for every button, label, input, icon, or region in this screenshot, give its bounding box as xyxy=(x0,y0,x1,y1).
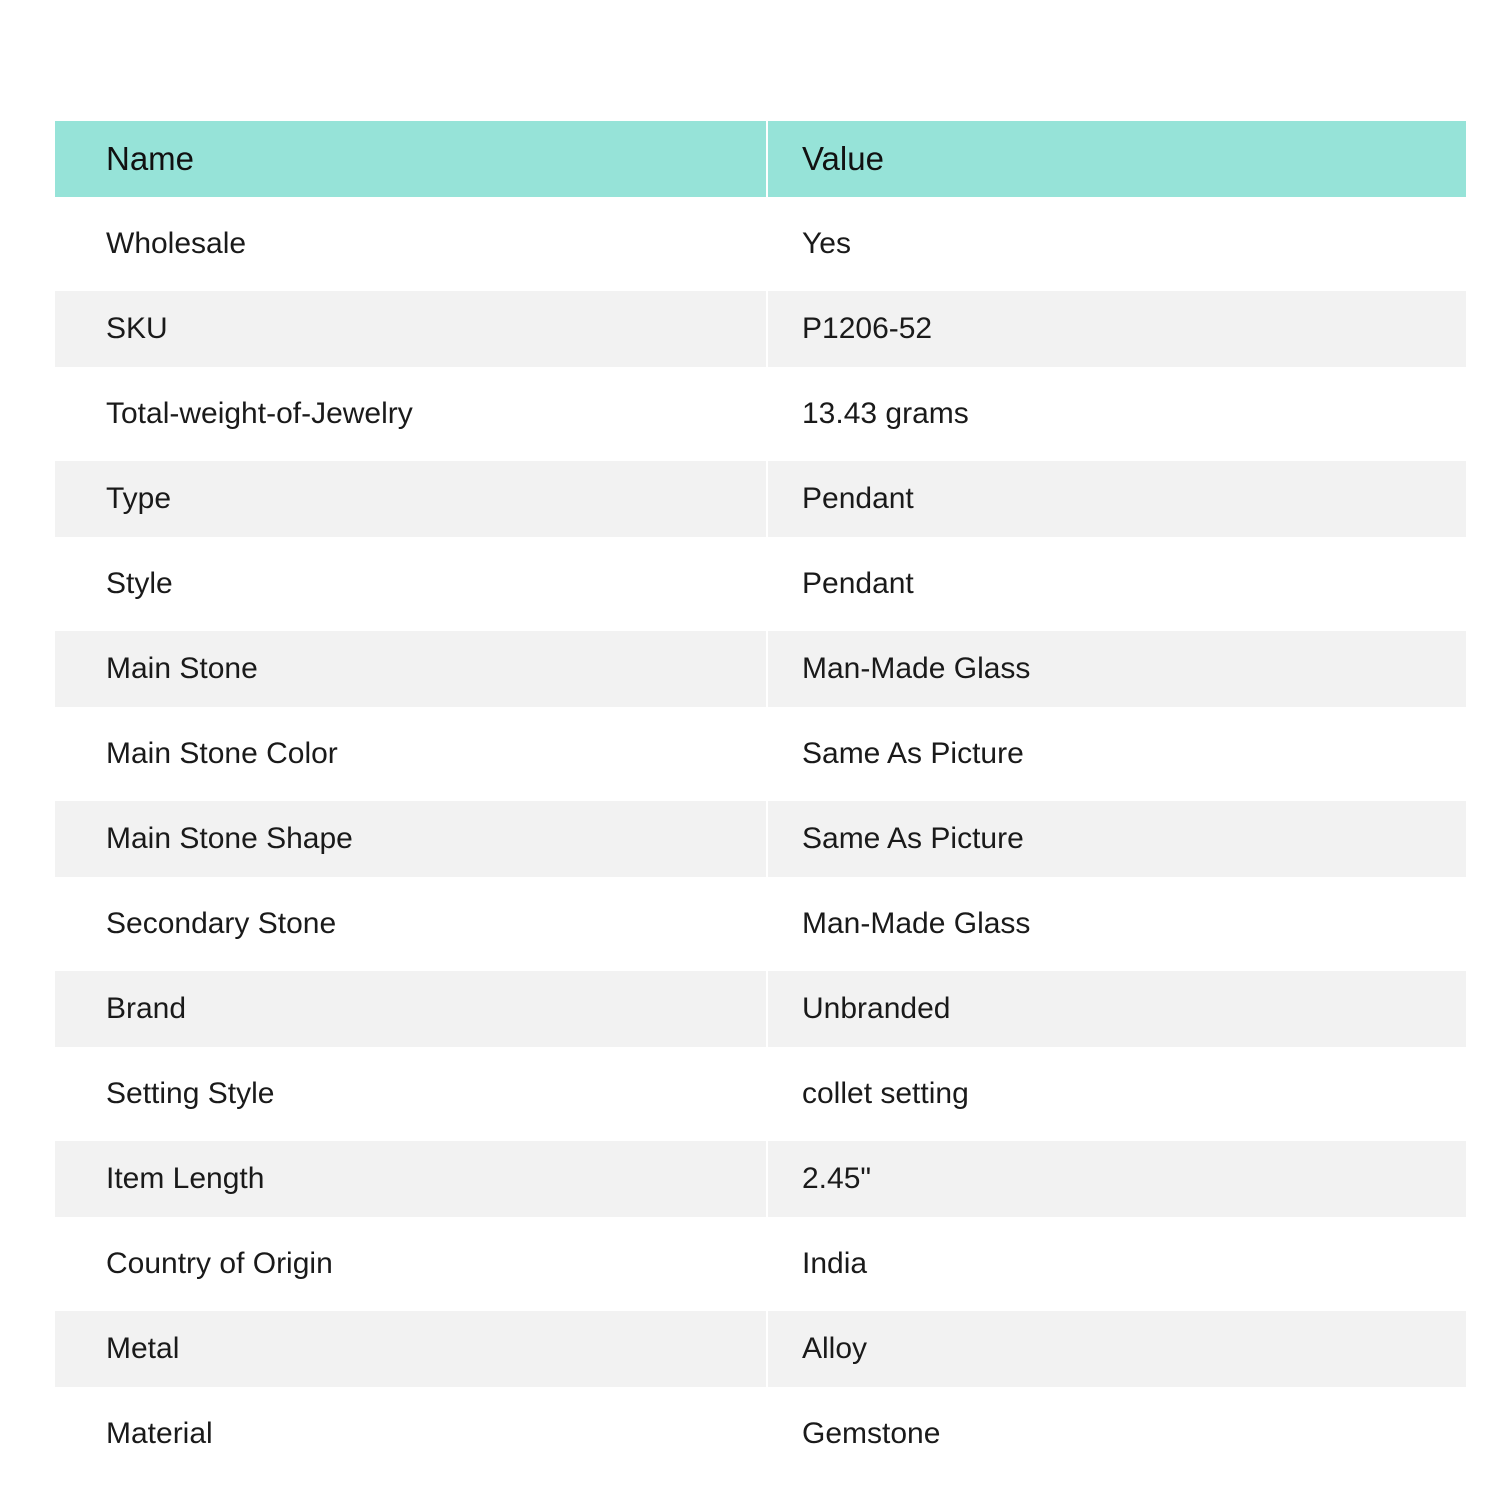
table-row xyxy=(55,801,1466,877)
table-row xyxy=(55,707,1466,801)
table-row xyxy=(55,461,1466,537)
table-row xyxy=(55,1387,1466,1481)
table-row xyxy=(55,1311,1466,1387)
table-row xyxy=(55,537,1466,631)
row-value-cell: Same As Picture xyxy=(768,707,1466,801)
row-value-cell: 2.45" xyxy=(768,1141,1466,1217)
row-value-cell: Pendant xyxy=(768,537,1466,631)
row-value-cell: P1206-52 xyxy=(768,291,1466,367)
row-value-cell: Gemstone xyxy=(768,1387,1466,1481)
row-name-cell: Secondary Stone xyxy=(55,877,766,971)
row-name-cell: Setting Style xyxy=(55,1047,766,1141)
row-name-cell: Main Stone xyxy=(55,631,766,707)
row-name-cell: Country of Origin xyxy=(55,1217,766,1311)
row-name-cell: Main Stone Shape xyxy=(55,801,766,877)
row-value-cell: Man-Made Glass xyxy=(768,631,1466,707)
table-row xyxy=(55,877,1466,971)
header-name-cell: Name xyxy=(55,121,766,197)
row-name-cell: Type xyxy=(55,461,766,537)
row-name-cell: Brand xyxy=(55,971,766,1047)
row-name-cell: SKU xyxy=(55,291,766,367)
row-name-cell: Item Length xyxy=(55,1141,766,1217)
row-value-cell: Same As Picture xyxy=(768,801,1466,877)
table-header-row xyxy=(55,121,1466,197)
row-value-cell: Alloy xyxy=(768,1311,1466,1387)
row-name-cell: Material xyxy=(55,1387,766,1481)
table-row xyxy=(55,1047,1466,1141)
row-name-cell: Total-weight-of-Jewelry xyxy=(55,367,766,461)
table-row xyxy=(55,971,1466,1047)
table-row xyxy=(55,367,1466,461)
table-row xyxy=(55,1217,1466,1311)
row-value-cell: India xyxy=(768,1217,1466,1311)
table-row xyxy=(55,1141,1466,1217)
row-name-cell: Wholesale xyxy=(55,197,766,291)
row-value-cell: collet setting xyxy=(768,1047,1466,1141)
table-row xyxy=(55,291,1466,367)
header-value-cell: Value xyxy=(768,121,1466,197)
row-value-cell: Unbranded xyxy=(768,971,1466,1047)
spec-table xyxy=(55,121,1466,1481)
row-value-cell: Pendant xyxy=(768,461,1466,537)
row-name-cell: Metal xyxy=(55,1311,766,1387)
row-name-cell: Main Stone Color xyxy=(55,707,766,801)
row-value-cell: Man-Made Glass xyxy=(768,877,1466,971)
row-value-cell: Yes xyxy=(768,197,1466,291)
row-name-cell: Style xyxy=(55,537,766,631)
table-row xyxy=(55,197,1466,291)
table-row xyxy=(55,631,1466,707)
row-value-cell: 13.43 grams xyxy=(768,367,1466,461)
